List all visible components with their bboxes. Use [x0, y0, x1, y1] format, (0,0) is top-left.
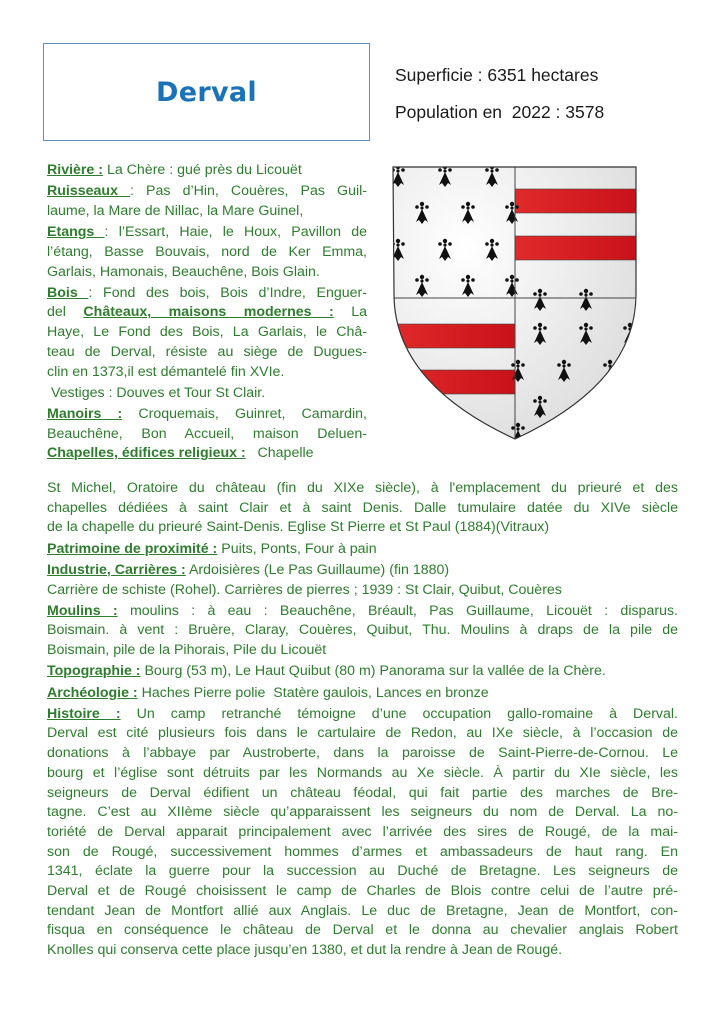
page-title: Derval [156, 76, 257, 108]
section-label: Industrie, Carrières : [47, 561, 186, 578]
section-text: Boismain, pile de la Pihorais, Pile du Licouët [47, 642, 327, 659]
section-ruisseaux [47, 182, 367, 221]
section-text: : Pas d’Hin, Couères, Pas Guil- [130, 183, 367, 200]
section-text: del [47, 304, 84, 321]
section-text: Croquemais, Guinret, Camardin, [122, 405, 368, 422]
section-moulins [47, 602, 678, 661]
section-text: Vestiges : Douves et Tour St Clair. [47, 384, 266, 401]
section-text: donations à l’abbaye par Austroberte, dans la paroisse de Saint-Pierre-de-Cornou. Le [47, 745, 678, 762]
section-text: moulins : à eau : Beauchêne, Bréault, Pas Guillaume, Licouët : disparus. [117, 602, 678, 619]
section-text: clin en 1373,il est démantelé fin XVIe. [47, 363, 285, 380]
section-text: Derval et de Rougé choisissent le camp de Charles de Blois contre celui de l’autre pré- [47, 883, 678, 900]
left-column-text [47, 161, 367, 466]
section-label: Ruisseaux [47, 183, 131, 200]
section-archeologie [47, 684, 678, 704]
section-label: Patrimoine de proximité : [47, 540, 218, 557]
section-text: : Fond des bois, Bois d’Indre, Enguer- [88, 284, 367, 301]
section-text: St Michel, Oratoire du château (fin du XIXe siècle), à l'emplacement du prieuré et des [47, 480, 678, 496]
section-text: Haches Pierre polie Statère gaulois, Lances en bronze [137, 684, 489, 701]
section-label: Topographie : [47, 663, 141, 680]
section-industrie [47, 561, 678, 600]
title-box [43, 43, 370, 141]
section-text: Chapelle [245, 445, 314, 462]
section-label: Histoire : [47, 705, 121, 722]
coat-of-arms-image [390, 164, 640, 442]
bar-gules [390, 324, 515, 348]
section-text: La [333, 304, 367, 321]
section-chapelles [47, 479, 678, 538]
section-text: bourg et l’église sont détruits par les Normands au Xe siècle. À partir du XIe siècle, les [47, 764, 678, 781]
section-label: Rivière : [47, 162, 103, 178]
section-label: Archéologie : [47, 684, 138, 701]
section-text: laume, la Mare de Nillac, la Mare Guinel, [47, 202, 304, 219]
section-etangs [47, 223, 367, 282]
section-text: Garlais, Hamonais, Beauchêne, Bois Glain. [47, 263, 320, 280]
section-text: Carrière de schiste (Rohel). Carrières de pierres ; 1939 : St Clair, Quibut, Couères [47, 581, 562, 598]
section-manoirs [47, 405, 367, 444]
section-text: teau de Derval, résiste au siège de Dugues- [47, 343, 367, 360]
section-text: l’étang, Basse Bouvais, nord de Ker Emma, [47, 243, 367, 260]
section-bois-chateaux [47, 284, 367, 383]
section-label: Bois [47, 284, 89, 301]
section-text: son de Rougé, successivement hommes d’armes et ambassadeurs de haut rang. En [47, 843, 678, 860]
section-text: fisqua en conséquence le château de Derval et le donna au chevalier anglais Robert [47, 922, 678, 939]
section-text: 1341, éclate la guerre pour la succession au Duché de Bretagne. Les seigneurs de [47, 863, 678, 880]
section-text: tagne. C’est au XIIème siècle qu’apparaissent les seigneurs du nom de Derval. La no- [47, 804, 678, 821]
section-text: de la chapelle du prieuré Saint-Denis. Eglise St Pierre et St Paul (1884)(Vitraux) [47, 519, 550, 536]
bar-gules [515, 236, 640, 260]
section-text: Un camp retranché témoigne d’une occupation gallo-romaine à Derval. [120, 705, 678, 722]
bar-gules [390, 370, 515, 394]
section-label: Moulins : [47, 602, 118, 619]
section-text: toriété de Derval apparait principalement avec l’arrivée des sires de Rougé, de la mai- [47, 823, 678, 840]
section-riviere [47, 161, 367, 181]
section-text: Derval est cité plusieurs fois dans le cartulaire de Redon, au IXe siècle, à l’occasion de [47, 725, 678, 742]
section-text: chapelles dédiées à saint Clair et à saint Denis. Dalle tumulaire datée du XIVe siècle [47, 499, 678, 516]
population-text: Population en 2022 : 3578 [395, 102, 605, 122]
section-histoire [47, 705, 678, 961]
stats-block [395, 57, 604, 131]
section-text: Knolles qui conserva cette place jusqu’en 1380, et dut la rendre à Jean de Rougé. [47, 942, 563, 959]
section-text: : l’Essart, Haie, le Houx, Pavillon de [104, 224, 367, 241]
section-text: La Chère : gué près du Licouët [103, 162, 302, 178]
full-width-text [47, 479, 678, 962]
section-label: Chapelles, édifices religieux : [47, 445, 246, 462]
section-patrimoine [47, 540, 678, 560]
section-label: Châteaux, maisons modernes : [83, 304, 334, 321]
section-text: Bourg (53 m), Le Haut Quibut (80 m) Panorama sur la vallée de la Chère. [140, 663, 606, 680]
section-topographie [47, 662, 678, 682]
section-text: Beauchêne, Bon Accueil, maison Deluen- [47, 425, 367, 442]
section-text: Boismain. à vent : Bruère, Claray, Couères, Quibut, Thu. Moulins à draps de la pile de [47, 622, 678, 639]
section-text: tendant Jean de Montfort allié aux Anglais. Le duc de Bretagne, Jean de Montfort, con- [47, 902, 678, 919]
section-chapelles-start [47, 444, 367, 464]
section-text: seigneurs de Derval édifient un château féodal, qui fait partie des marches de Bre- [47, 784, 678, 801]
section-text: Puits, Ponts, Four à pain [217, 540, 377, 557]
section-label: Manoirs : [47, 405, 123, 422]
section-text: Haye, Le Fond des Bois, La Garlais, le Châ- [47, 324, 367, 341]
section-vestiges [47, 384, 367, 404]
bar-gules [515, 189, 640, 213]
superficie-text: Superficie : 6351 hectares [395, 65, 599, 85]
section-label: Etangs [47, 224, 105, 241]
section-text: Ardoisières (Le Pas Guillaume) (fin 1880) [185, 561, 450, 578]
